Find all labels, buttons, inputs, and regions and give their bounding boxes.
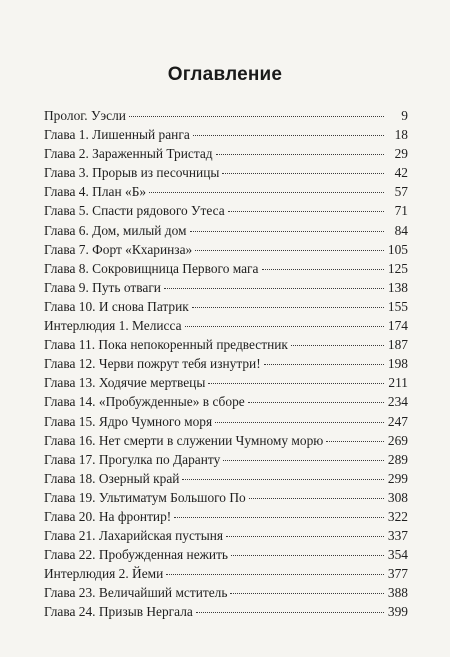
toc-entry-title: Интерлюдия 2. Йеми [44, 566, 164, 582]
toc-entry-title: Глава 21. Лахарийская пустыня [44, 528, 224, 544]
toc-entry-title: Пролог. Уэсли [44, 108, 126, 123]
toc-entry-title: Глава 2. Зараженный Тристад [44, 146, 213, 162]
toc-page-number: 42 [394, 165, 408, 181]
toc-entry [44, 106, 408, 125]
toc-entry [44, 221, 408, 240]
toc-page-number: 308 [387, 489, 408, 505]
toc-entry-title: Глава 11. Пока непокоренный предвестник [44, 337, 288, 353]
dot-leader [215, 422, 384, 423]
dot-leader [226, 536, 384, 537]
dot-leader [164, 288, 384, 289]
dot-leader [326, 441, 384, 442]
toc-list [44, 106, 408, 622]
toc-entry [44, 545, 408, 564]
toc-entry-title: Глава 10. И снова Патрик [44, 298, 189, 314]
toc-entry-title: Глава 14. «Пробужденные» в сборе [44, 394, 245, 410]
toc-page-number: 354 [387, 547, 408, 563]
toc-entry-title: Интерлюдия 1. Мелисса [44, 318, 182, 334]
dot-leader [230, 593, 383, 594]
toc-entry-title: Глава 20. На фронтир! [44, 508, 172, 524]
dot-leader [192, 307, 384, 308]
toc-page-number: 337 [387, 528, 408, 544]
toc-entry-title: Глава 16. Нет смерти в служении Чумному морю [44, 432, 324, 448]
toc-page-number: 377 [387, 566, 408, 582]
toc-page-number: 269 [387, 432, 408, 448]
toc-entry [44, 450, 408, 469]
dot-leader [231, 555, 384, 556]
toc-entry [44, 278, 408, 297]
dot-leader [166, 574, 384, 575]
toc-entry [44, 488, 408, 507]
toc-page-number: 211 [388, 375, 408, 391]
dot-leader [262, 269, 384, 270]
toc-page-number: 174 [387, 318, 408, 334]
toc-entry [44, 412, 408, 431]
toc-page-number: 187 [387, 337, 408, 353]
dot-leader [216, 154, 384, 155]
toc-entry [44, 602, 408, 621]
dot-leader [174, 517, 384, 518]
toc-entry [44, 392, 408, 411]
toc-entry [44, 335, 408, 354]
toc-entry [44, 316, 408, 335]
toc-entry-title: Глава 8. Сокровищница Первого мага [44, 260, 259, 276]
dot-leader [228, 211, 384, 212]
toc-entry [44, 564, 408, 583]
toc-page-number: 234 [387, 394, 408, 410]
toc-entry-title: Глава 22. Пробужденная нежить [44, 547, 229, 563]
dot-leader [248, 402, 384, 403]
toc-entry [44, 240, 408, 259]
toc-entry [44, 373, 408, 392]
toc-entry [44, 583, 408, 602]
dot-leader [149, 192, 384, 193]
dot-leader [185, 326, 384, 327]
toc-entry-title: Глава 18. Озерный край [44, 470, 180, 486]
toc-page-number: 388 [387, 585, 408, 601]
toc-page-number: 105 [387, 241, 408, 257]
toc-page-number: 57 [394, 184, 408, 200]
toc-page-number: 289 [387, 451, 408, 467]
toc-entry [44, 201, 408, 220]
toc-entry [44, 507, 408, 526]
toc-entry [44, 526, 408, 545]
toc-entry-title: Глава 9. Путь отваги [44, 279, 161, 295]
toc-entry-title: Глава 7. Форт «Кхаринза» [44, 241, 193, 257]
toc-page-number: 125 [387, 260, 408, 276]
toc-page-number: 155 [387, 298, 408, 314]
toc-entry-title: Глава 6. Дом, милый дом [44, 222, 187, 238]
toc-page-number: 9 [401, 108, 408, 123]
dot-leader [129, 116, 384, 117]
toc-entry [44, 354, 408, 373]
dot-leader [222, 173, 384, 174]
toc-entry-title: Глава 3. Прорыв из песочницы [44, 165, 220, 181]
toc-entry-title: Глава 5. Спасти рядового Утеса [44, 203, 225, 219]
toc-entry-title: Глава 19. Ультиматум Большого По [44, 489, 246, 505]
toc-entry-title: Глава 24. Призыв Нергала [44, 604, 193, 620]
dot-leader [182, 479, 383, 480]
toc-entry [44, 259, 408, 278]
toc-entry [44, 297, 408, 316]
toc-page-number: 322 [387, 508, 408, 524]
toc-entry [44, 469, 408, 488]
toc-page-number: 399 [387, 604, 408, 620]
dot-leader [264, 364, 384, 365]
toc-entry [44, 125, 408, 144]
dot-leader [190, 231, 385, 232]
toc-page-number: 18 [394, 127, 408, 143]
dot-leader [291, 345, 384, 346]
toc-page-number: 138 [387, 279, 408, 295]
toc-page-number: 71 [394, 203, 408, 219]
toc-entry-title: Глава 1. Лишенный ранга [44, 127, 190, 143]
toc-entry [44, 431, 408, 450]
toc-entry-title: Глава 4. План «Б» [44, 184, 147, 200]
toc-entry-title: Глава 12. Черви пожрут тебя изнутри! [44, 356, 261, 372]
toc-page-number: 29 [394, 146, 408, 162]
toc-page-number: 84 [394, 222, 408, 238]
toc-entry-title: Глава 17. Прогулка по Даранту [44, 451, 221, 467]
toc-page-number: 247 [387, 413, 408, 429]
toc-entry-title: Глава 23. Величайший мститель [44, 585, 228, 601]
dot-leader [196, 612, 384, 613]
dot-leader [208, 383, 384, 384]
toc-entry [44, 163, 408, 182]
toc-entry [44, 144, 408, 163]
dot-leader [249, 498, 384, 499]
dot-leader [223, 460, 384, 461]
toc-page-number: 299 [387, 470, 408, 486]
toc-entry [44, 182, 408, 201]
toc-entry-title: Глава 13. Ходячие мертвецы [44, 375, 206, 391]
dot-leader [195, 250, 384, 251]
dot-leader [193, 135, 384, 136]
toc-page-number: 198 [387, 356, 408, 372]
page-title: Оглавление [167, 64, 283, 85]
toc-entry-title: Глава 15. Ядро Чумного моря [44, 413, 213, 429]
